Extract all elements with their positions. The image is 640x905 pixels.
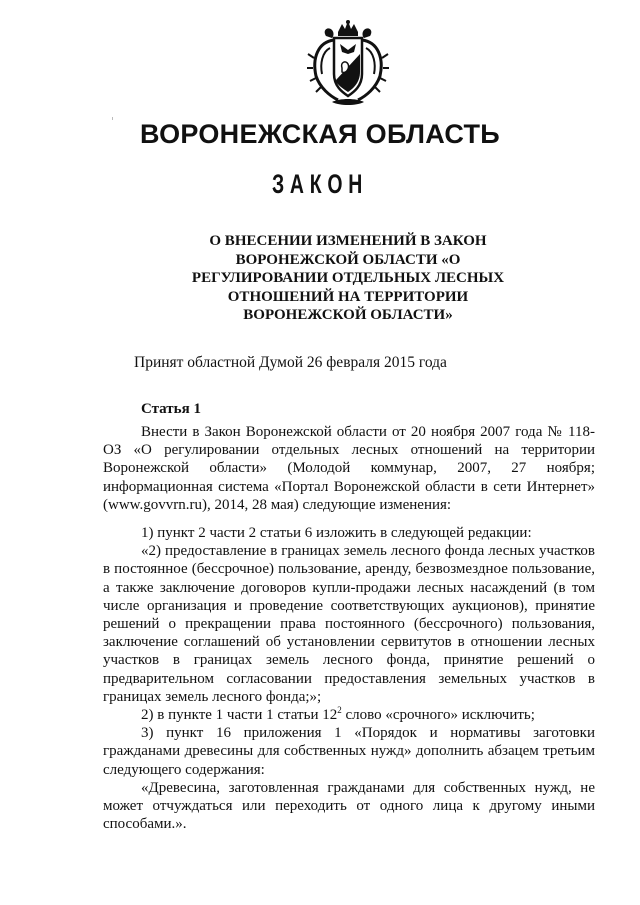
voronezh-coat-of-arms-icon [304, 18, 392, 110]
amendment-item-2-start: 2) в пункте 1 части 1 статьи 12 [141, 707, 338, 724]
amendment-item-3-text: «Древесина, заготовленная гражданами для собственных нужд, не может отчуждаться или переходить от одного лица к другому иными способами.». [103, 779, 595, 833]
law-heading [150, 232, 546, 325]
law-heading-line: О ВНЕСЕНИИ ИЗМЕНЕНИЙ В ЗАКОН [209, 233, 487, 249]
article-number-superscript: 2 [337, 705, 342, 716]
law-heading-line: РЕГУЛИРОВАНИИ ОТДЕЛЬНЫХ ЛЕСНЫХ [191, 270, 505, 286]
law-heading-line: ВОРОНЕЖСКОЙ ОБЛАСТИ «О [235, 251, 461, 268]
article-intro-paragraph: Внести в Закон Воронежской области от 20 ноября 2007 года № 118-ОЗ «О регулировании отдельных лесных отношений на территории Воронежской области» (Молодой коммунар, 2007, 27 ноября; информационная система «Портал Воронежской области в сети Интернет» (www.govvrn.ru), 2014, 28 мая) следующие изменения: [103, 424, 595, 513]
adoption-note: Принят областной Думой 26 февраля 2015 года [134, 354, 447, 371]
amendment-item-3: 3) пункт 16 приложения 1 «Порядок и нормативы заготовки гражданами древесины для собственных нужд» дополнить абзацем третьим следующего содержания: [103, 725, 595, 778]
article-title: Статья 1 [141, 401, 201, 417]
document-type-title: ЗАКОН [271, 169, 369, 199]
law-heading-line: ОТНОШЕНИЙ НА ТЕРРИТОРИИ [227, 288, 469, 305]
amendment-item-2 [103, 706, 595, 724]
region-title: ВОРОНЕЖСКАЯ ОБЛАСТЬ [139, 119, 501, 149]
amendment-item-1-text: «2) предоставление в границах земель лесного фонда лесных участков в постоянное (бессрочное) пользование, аренду, безвозмездное пользование, а также заключение договоров купли-продажи лесных насаждений (в том числе организация и проведение соответствующих аукционов), принятие решений о прекращении права постоянного (бессрочного) пользования, заключение соглашений об установлении сервитутов в отношении лесных участков в границах земель лесного фонда, принятие решений о предварительном согласовании предоставления земельных участков в границах земель лесного фонда;»; [103, 543, 595, 705]
article-body [103, 423, 595, 833]
amendment-item-2-end: слово «срочного» исключить; [341, 707, 535, 724]
law-heading-line: ВОРОНЕЖСКОЙ ОБЛАСТИ» [243, 307, 453, 323]
amendment-item-1: 1) пункт 2 части 2 статьи 6 изложить в следующей редакции: [141, 525, 532, 542]
